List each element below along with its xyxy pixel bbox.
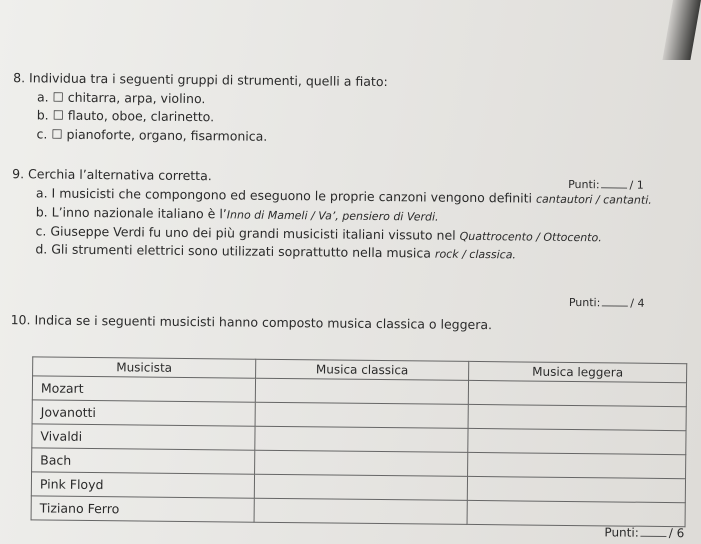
points-blank[interactable]: [602, 305, 628, 306]
classica-cell[interactable]: [254, 474, 467, 500]
q9-item-c-choice[interactable]: Quattrocento / Ottocento.: [459, 229, 602, 245]
classica-cell[interactable]: [255, 450, 468, 476]
q10-points: [604, 525, 684, 540]
q9-points-2: [569, 296, 645, 310]
points-total: / 4: [630, 296, 645, 310]
points-label: Punti:: [568, 295, 601, 310]
q8-option-a[interactable]: a. ☐ chitarra, arpa, violino.: [36, 89, 206, 107]
points-total: / 6: [668, 526, 685, 541]
leggera-cell[interactable]: [467, 476, 685, 502]
leggera-cell[interactable]: [468, 404, 686, 430]
header-musicista: Musicista: [33, 357, 256, 378]
musician-name: Tiziano Ferro: [31, 496, 254, 522]
leggera-cell[interactable]: [468, 428, 686, 454]
classica-cell[interactable]: [255, 378, 468, 404]
leggera-cell[interactable]: [468, 380, 686, 406]
q8-question: 8. Individua tra i seguenti gruppi di strumenti, quelli a fiato:: [13, 70, 388, 90]
musician-name: Mozart: [32, 376, 255, 402]
musician-name: Vivaldi: [32, 424, 255, 450]
points-total: / 1: [629, 178, 644, 192]
musician-name: Pink Floyd: [31, 472, 254, 498]
q9-item-b-choice[interactable]: Inno di Mameli / Va’, pensiero di Verdi.: [226, 208, 439, 224]
q9-points: [568, 178, 644, 192]
leggera-cell[interactable]: [468, 452, 686, 478]
points-label: Punti:: [604, 525, 639, 540]
musician-name: Bach: [32, 448, 255, 474]
musicians-table: [31, 356, 688, 527]
q9-item-c-text: c. Giuseppe Verdi fu uno dei più grandi musicisti italiani vissuto nel: [35, 223, 460, 243]
header-musica-classica: Musica classica: [256, 359, 469, 380]
q9-item-d-choice[interactable]: rock / classica.: [434, 247, 517, 262]
q10-question: 10. Indica se i seguenti musicisti hanno composto musica classica o leggera.: [10, 312, 493, 333]
points-blank[interactable]: [602, 187, 628, 188]
q9-item-b-text: b. L’inno nazionale italiano è l’: [35, 204, 227, 222]
header-musica-leggera: Musica leggera: [469, 361, 687, 382]
q9-item-a-choice[interactable]: cantautori / cantanti.: [535, 192, 652, 207]
q9-item-d-text: d. Gli strumenti elettrici sono utilizzati soprattutto nella musica: [35, 241, 436, 261]
q9-item-b: [36, 205, 439, 224]
classica-cell[interactable]: [254, 498, 467, 524]
classica-cell[interactable]: [255, 426, 468, 452]
q9-item-a-text: a. I musicisti che compongono ed eseguono le proprie canzoni vengono definiti: [35, 185, 537, 206]
musician-name: Jovanotti: [32, 400, 255, 426]
points-label: Punti:: [568, 177, 600, 192]
leggera-cell[interactable]: [467, 500, 685, 526]
classica-cell[interactable]: [255, 402, 468, 428]
q9-item-d: [35, 242, 516, 262]
points-blank[interactable]: [641, 536, 667, 537]
q8-option-c[interactable]: c. ☐ pianoforte, organo, fisarmonica.: [36, 126, 268, 144]
q9-question: 9. Cerchia l’alternativa corretta.: [12, 166, 212, 184]
q8-option-b[interactable]: b. ☐ flauto, oboe, clarinetto.: [36, 107, 215, 125]
